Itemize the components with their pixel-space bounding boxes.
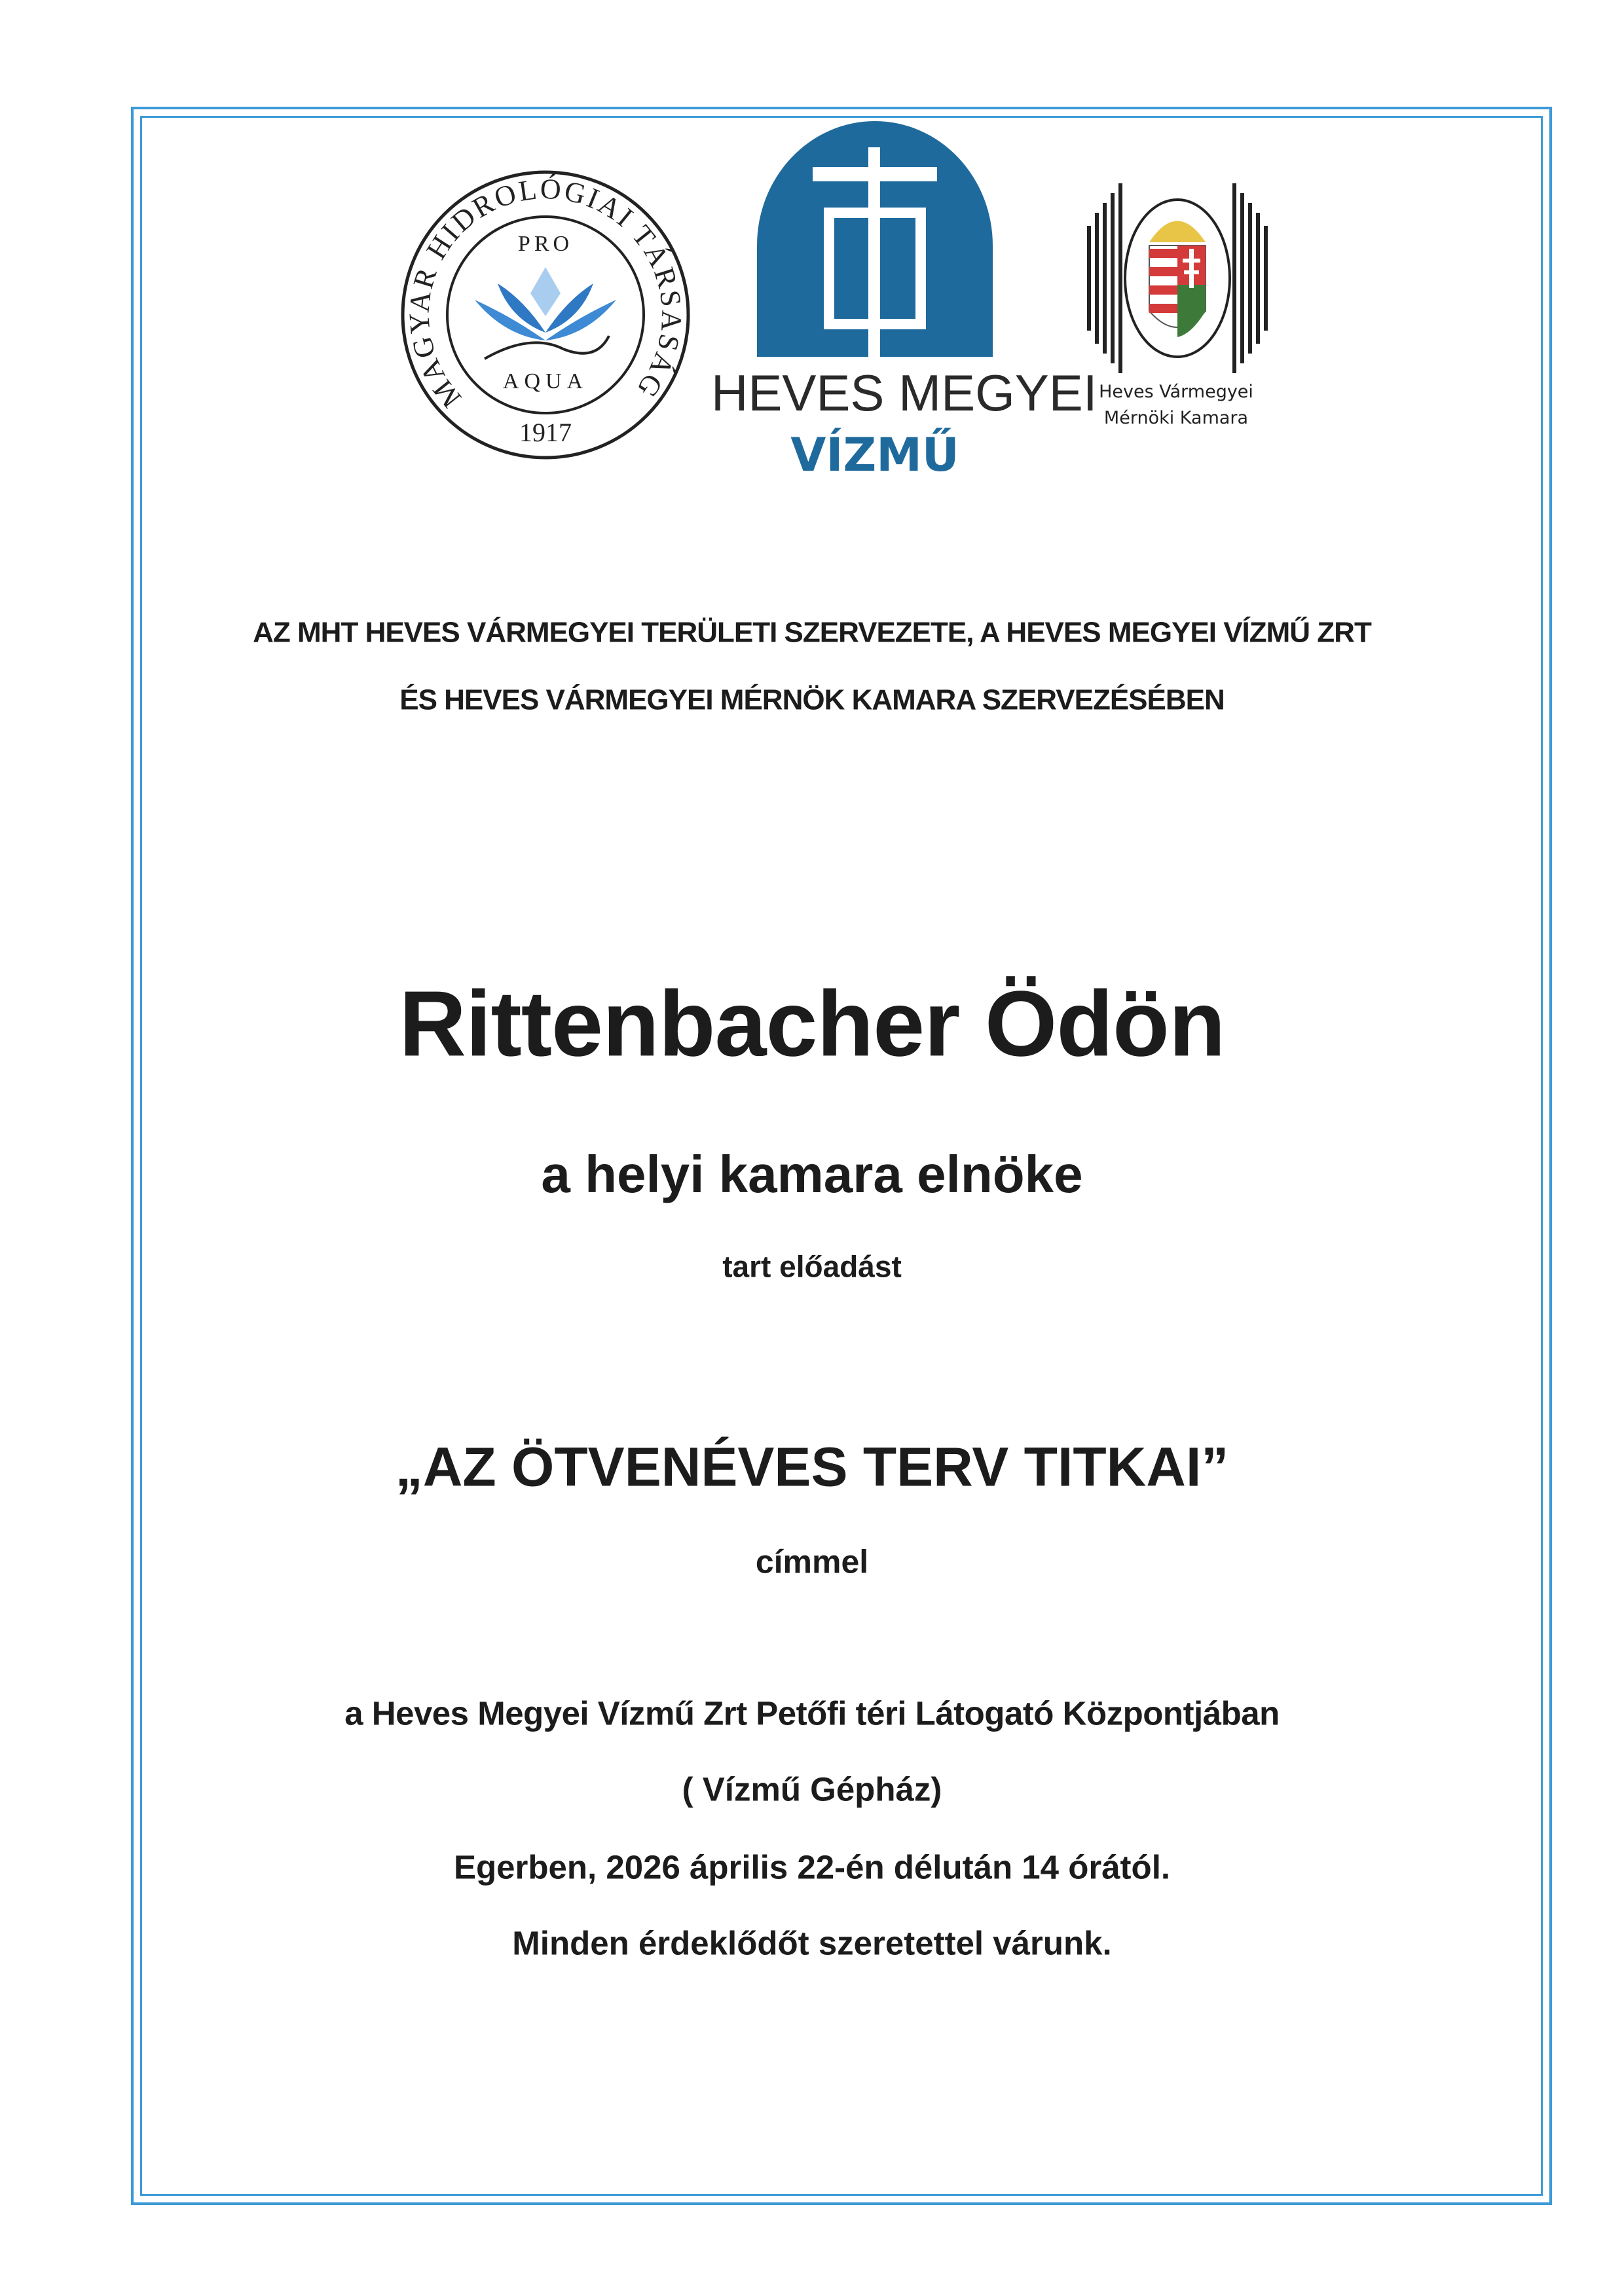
vizmu-subname: VÍZMŰ <box>790 428 959 482</box>
speaker-action: tart előadást <box>722 1249 902 1284</box>
speaker-name: Rittenbacher Ödön <box>399 972 1225 1076</box>
talk-suffix: címmel <box>755 1543 869 1580</box>
mht-year-text: 1917 <box>519 418 572 447</box>
kamara-name-line2: Mérnöki Kamara <box>1103 408 1249 428</box>
mht-ring-text: MAGYAR HIDROLÓGIAI TÁRSASÁG <box>403 172 688 414</box>
date-line: Egerben, 2026 április 22-én délután 14 órától. <box>453 1848 1171 1886</box>
kamara-logo <box>1087 180 1268 376</box>
venue-line-1: a Heves Megyei Vízmű Zrt Petőfi téri Látogató Központjában <box>344 1694 1280 1732</box>
mht-pro-text: PRO <box>517 232 574 256</box>
organizer-line-1: AZ MHT HEVES VÁRMEGYEI TERÜLETI SZERVEZETE, A HEVES MEGYEI VÍZMŰ ZRT <box>253 616 1371 649</box>
mht-logo <box>399 169 692 461</box>
vizmu-name: HEVES MEGYEI <box>711 364 1098 422</box>
kamara-name-line1: Heves Vármegyei <box>1099 382 1253 402</box>
speaker-role: a helyi kamara elnöke <box>541 1145 1083 1203</box>
vizmu-logo <box>744 115 1006 357</box>
talk-title: „AZ ÖTVENÉVES TERV TITKAI” <box>395 1436 1229 1498</box>
mht-aqua-text: AQUA <box>502 369 589 393</box>
organizer-line-2: ÉS HEVES VÁRMEGYEI MÉRNÖK KAMARA SZERVEZÉSÉBEN <box>399 683 1225 716</box>
invitation-line: Minden érdeklődőt szeretettel várunk. <box>512 1924 1112 1962</box>
venue-line-2: ( Vízmű Gépház) <box>682 1770 942 1808</box>
